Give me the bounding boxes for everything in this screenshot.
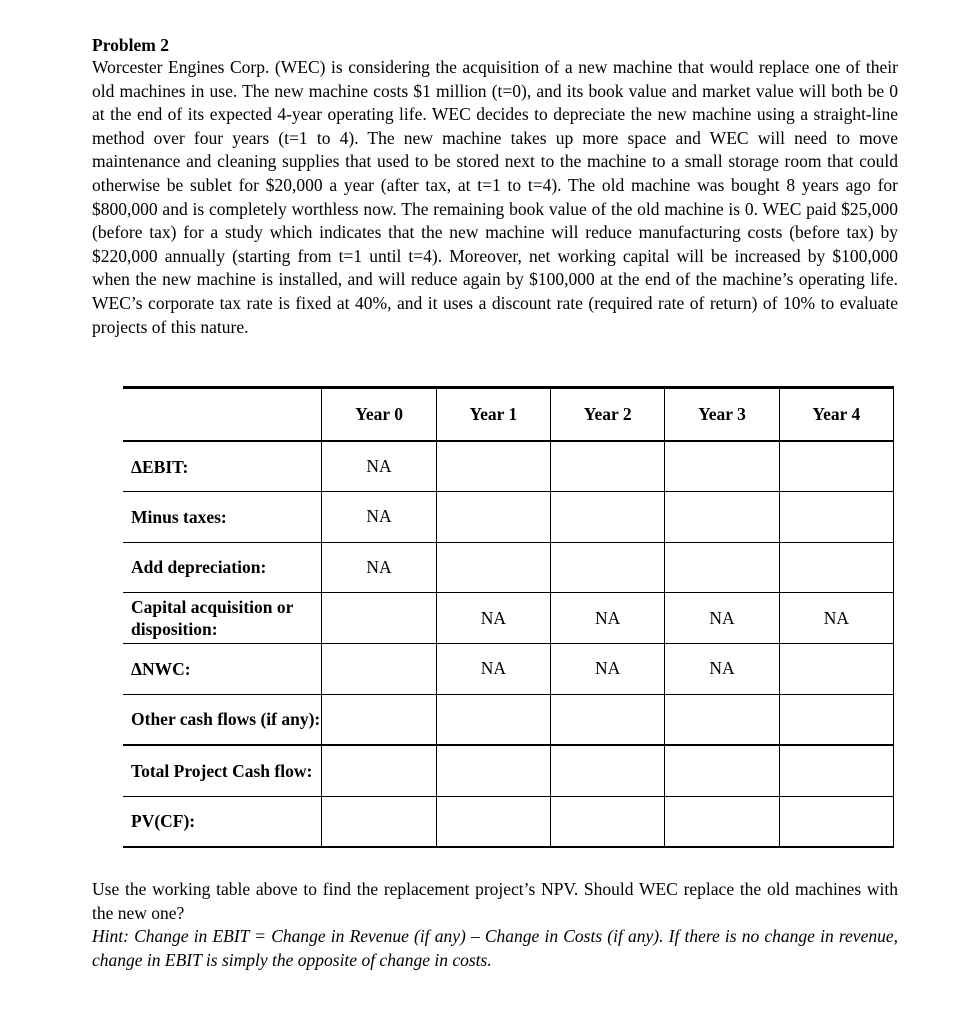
question-text: Use the working table above to find the replacement project’s NPV. Should WEC replace the old machines with the new one? [92, 879, 898, 923]
header-year-0: Year 0 [322, 388, 436, 442]
table-cell: NA [322, 492, 436, 543]
row-label: Capital acquisition or disposition: [123, 593, 322, 644]
row-label: Other cash flows (if any): [123, 694, 322, 745]
table-row-other-cash-flows [123, 694, 894, 745]
table-cell [665, 745, 779, 796]
table-cell: NA [436, 644, 550, 695]
table-cell [551, 492, 665, 543]
table-cell [551, 745, 665, 796]
row-label: Add depreciation: [123, 542, 322, 593]
table-cell [551, 694, 665, 745]
header-year-4: Year 4 [779, 388, 893, 442]
problem-title: Problem 2 [92, 35, 169, 55]
table-cell [322, 644, 436, 695]
table-row-delta-ebit [123, 441, 894, 492]
table-cell: NA [551, 593, 665, 644]
problem-text [92, 56, 898, 339]
header-blank-cell [123, 388, 322, 442]
table-cell [436, 492, 550, 543]
table-cell [779, 694, 893, 745]
table-cell [665, 694, 779, 745]
table-cell [436, 542, 550, 593]
table-cell: NA [322, 441, 436, 492]
table-cell: NA [436, 593, 550, 644]
table-cell [779, 796, 893, 847]
table-cell [436, 745, 550, 796]
table-cell: NA [665, 593, 779, 644]
hint-text: Hint: Change in EBIT = Change in Revenue (if any) – Change in Costs (if any). If there is no change in revenue, change in EBIT is simply the opposite of change in costs. [92, 926, 898, 970]
problem-section [92, 34, 898, 339]
table-cell: NA [551, 644, 665, 695]
table-row-capital-acquisition [123, 593, 894, 644]
row-label: ΔNWC: [123, 644, 322, 695]
table-cell [322, 694, 436, 745]
table-cell: NA [322, 542, 436, 593]
table-cell [665, 796, 779, 847]
table-cell [779, 745, 893, 796]
header-year-3: Year 3 [665, 388, 779, 442]
table-cell [436, 796, 550, 847]
table-cell [779, 492, 893, 543]
table-cell [665, 441, 779, 492]
header-year-1: Year 1 [436, 388, 550, 442]
question-section [92, 878, 898, 972]
table-cell [779, 644, 893, 695]
table-cell [779, 441, 893, 492]
table-cell [665, 492, 779, 543]
table-cell [322, 593, 436, 644]
table-cell: NA [665, 644, 779, 695]
table-cell: NA [779, 593, 893, 644]
table-cell [551, 796, 665, 847]
table-cell [779, 542, 893, 593]
header-row [123, 388, 894, 442]
table-cell [436, 694, 550, 745]
table-cell [551, 542, 665, 593]
table-row-pv-cf [123, 796, 894, 847]
row-label: Total Project Cash flow: [123, 745, 322, 796]
table-cell [322, 796, 436, 847]
row-label: ΔEBIT: [123, 441, 322, 492]
row-label: Minus taxes: [123, 492, 322, 543]
table-cell [665, 542, 779, 593]
problem-paragraph: Worcester Engines Corp. (WEC) is considering the acquisition of a new machine that would replace one of their old machines in use. The new machine costs $1 million (t=0), and its book value and market value will both be 0 at the end of its expected 4-year operating life. WEC decides to depreciate the new machine using a straight-line method over four years (t=1 to 4). The new machine takes up more space and WEC will need to move maintenance and cleaning supplies that used to be stored next to the machine to a small storage room that could otherwise be sublet for $20,000 a year (after tax, at t=1 to t=4). The old machine was bought 8 years ago for $800,000 and is completely worthless now. The remaining book value of the old machine is 0. WEC paid $25,000 (before tax) for a study which indicates that the new machine will reduce manufacturing costs (before tax) by $220,000 annually (starting from t=1 until t=4). Moreover, net working capital will be increased by $100,000 when the new machine is installed, and will reduce again by $100,000 at the end of the machine’s operating life. WEC’s corporate tax rate is fixed at 40%, and it uses a discount rate (required rate of return) of 10% to evaluate projects of this nature. [92, 57, 898, 337]
working-table [123, 386, 894, 848]
header-year-2: Year 2 [551, 388, 665, 442]
table-cell [322, 745, 436, 796]
table-row-minus-taxes [123, 492, 894, 543]
row-label: PV(CF): [123, 796, 322, 847]
table-cell [436, 441, 550, 492]
table-row-delta-nwc [123, 644, 894, 695]
table-row-total-cash-flow [123, 745, 894, 796]
table-cell [551, 441, 665, 492]
table-row-add-depreciation [123, 542, 894, 593]
